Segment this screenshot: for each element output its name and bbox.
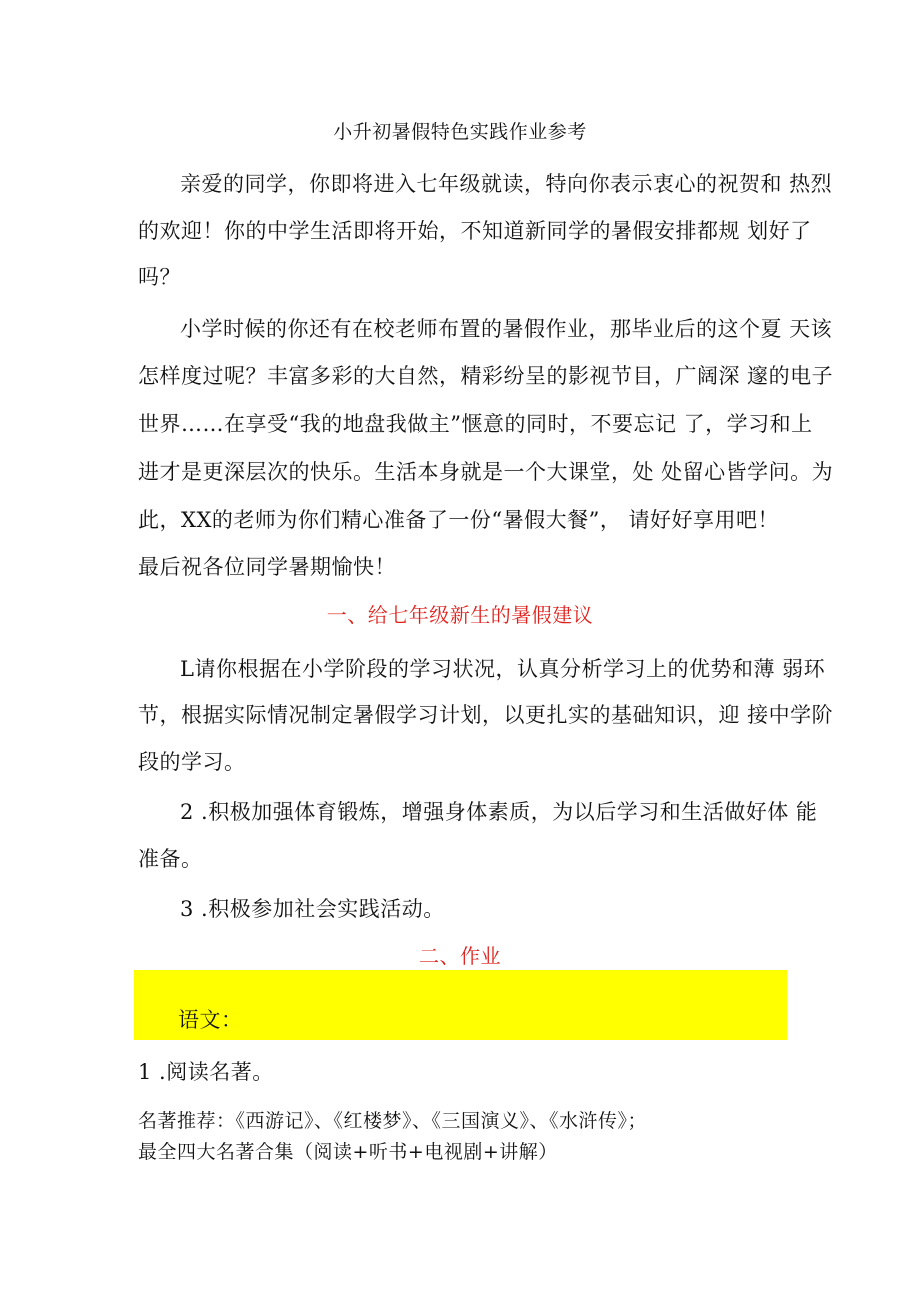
intro-paragraph-1-line-2: 的欢迎！你的中学生活即将开始，不知道新同学的暑假安排都规 划好了: [138, 219, 812, 243]
intro-paragraph-2-line-1: 小学时候的你还有在校老师布置的暑假作业，那毕业后的这个夏 天该: [180, 317, 833, 341]
suggestion-2-line-1: 2 .积极加强体育锻炼，增强身体素质，为以后学习和生活做好体 能: [180, 800, 818, 824]
intro-paragraph-2-line-4: 进才是更深层次的快乐。生活本身就是一个大课堂，处 处留心皆学问。为: [138, 460, 834, 484]
intro-paragraph-1-line-3: 吗？: [138, 265, 181, 289]
intro-closing: 最后祝各位同学暑期愉快！: [138, 555, 396, 579]
task-reading-classics: 1 .阅读名著。: [138, 1060, 274, 1084]
section-1-heading: 一、给七年级新生的暑假建议: [326, 603, 594, 627]
intro-paragraph-2-line-5: 此，XX的老师为你们精心准备了一份“暑假大餐”， 请好好享用吧！: [138, 508, 780, 532]
section-2-heading: 二、作业: [419, 944, 501, 968]
intro-paragraph-2-line-3: 世界……在享受“我的地盘我做主”惬意的同时，不要忘记 了，学习和上: [138, 412, 813, 436]
intro-paragraph-2-line-2: 怎样度过呢？丰富多彩的大自然，精彩纷呈的影视节目，广阔深 邃的电子: [138, 364, 834, 388]
suggestion-3: 3 .积极参加社会实践活动。: [180, 897, 445, 921]
intro-paragraph-1-line-1: 亲爱的同学，你即将进入七年级就读，特向你表示衷心的祝贺和 热烈: [180, 172, 833, 196]
subject-label-chinese: 语文：: [178, 1008, 243, 1032]
suggestion-1-line-1: L请你根据在小学阶段的学习状况，认真分析学习上的优势和薄 弱环: [180, 657, 826, 681]
suggestion-1-line-3: 段的学习。: [138, 750, 246, 774]
suggestion-2-line-2: 准备。: [138, 847, 203, 871]
suggestion-1-line-2: 节，根据实际情况制定暑假学习计划，以更扎实的基础知识，迎 接中学阶: [138, 703, 834, 727]
document-title: 小升初暑假特色实践作业参考: [333, 121, 587, 143]
classics-collection: 最全四大名著合集（阅读+听书+电视剧+讲解）: [138, 1141, 558, 1163]
classics-recommendation: 名著推荐：《西游记》、《红楼梦》、《三国演义》、《水浒传》；: [138, 1110, 648, 1132]
